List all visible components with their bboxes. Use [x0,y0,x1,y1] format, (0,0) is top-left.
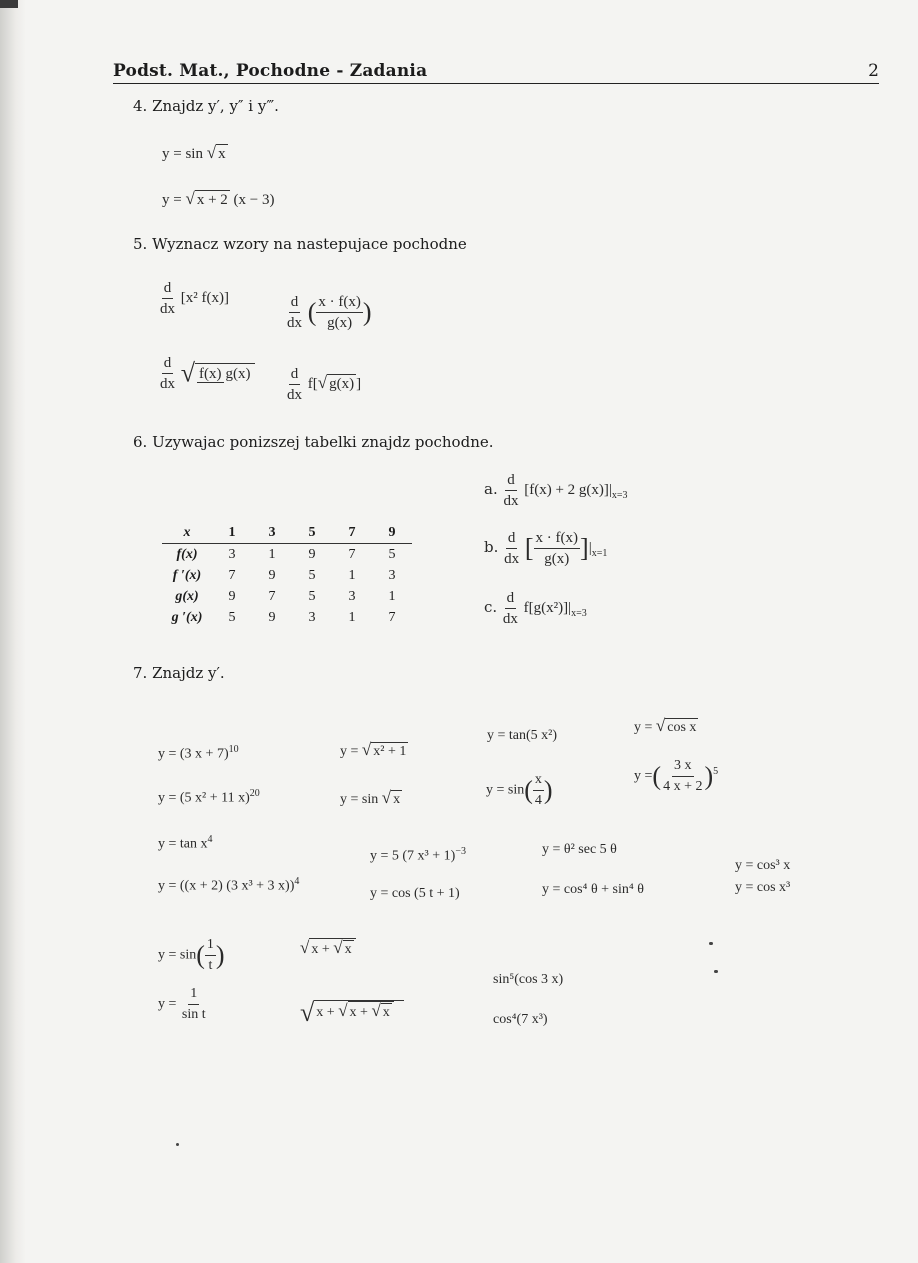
table-header-cell: 7 [332,522,372,544]
derivative-operator [158,278,177,319]
task-7-eq-08 [634,756,718,797]
paren: ( [196,940,205,970]
expr-body: f[g(x²)] [523,599,569,616]
radicand: g(x) [329,375,355,392]
frac-num: x [533,770,544,791]
table-cell: 7 [348,546,356,562]
frac-num: d [162,353,174,374]
paren: ) [543,775,553,805]
eq-text: x + [311,942,330,957]
exponent: 10 [228,744,239,755]
derivative-operator [158,353,177,394]
frac-den: g(x) [327,315,353,331]
frac-num: 3 x [672,756,694,777]
task-7-eq-22: cos⁴(7 x³) [493,1012,548,1027]
task-6-part-b [484,528,607,569]
radicand [314,1000,404,1022]
eval-bar: | [608,481,612,498]
expr-body: [f(x) + 2 g(x)] [524,481,609,498]
task-7-eq-06 [634,716,698,737]
fraction [180,984,208,1025]
expr-body: [x² f(x)] [180,289,229,306]
table-cell: 3 [388,567,396,583]
task-7-eq-15: y = cos³ x [735,858,791,873]
task-5-expr-2 [285,292,372,333]
table-cell: 9 [308,546,316,562]
paren: ( [524,775,533,805]
exponent: 20 [249,788,260,799]
table-cell: 7 [268,588,276,604]
table-cell: g(x) [175,588,199,604]
table-cell: 7 [228,567,236,583]
sqrt-sign: √ [300,938,310,957]
frac-den: 4 [534,793,542,808]
table-cell: 3 [348,588,356,604]
expr-body: f[ [307,375,318,392]
task-4-equation-1 [162,143,228,163]
task-6-title: 6. Uzywajac ponizszej tabelki znajdz pochodne. [133,433,494,451]
fraction [205,935,216,976]
frac-den: dx [160,301,175,317]
table-cell: 9 [268,567,276,583]
table-row [162,586,412,607]
task-7-eq-09 [158,834,213,853]
eq-text: y = [634,768,653,784]
table-cell: 7 [388,609,396,625]
fraction [316,292,362,333]
frac-num: f(x) [199,366,222,382]
task-7-eq-14: y = cos⁴ θ + sin⁴ θ [542,882,644,897]
task-7-eq-17 [158,935,225,976]
scan-speck [709,942,713,945]
frac-den: dx [160,376,175,392]
task-7-eq-03 [340,740,408,761]
frac-num: x · f(x) [316,292,362,313]
table-cell: 9 [268,609,276,625]
eq-text: y = ((x + 2) (3 x³ + 3 x)) [158,878,295,894]
exponent: −3 [455,846,466,857]
exponent: 4 [294,876,300,887]
frac-num: d [506,528,518,549]
task-6-part-c [484,588,587,629]
frac-num: d [505,588,517,609]
fraction [534,528,580,569]
table-header-row [162,522,412,544]
paren: ) [362,297,372,327]
radicand: cos x [667,720,697,735]
task-5-title: 5. Wyznacz wzory na nastepujace pochodne [133,235,467,253]
task-7-title: 7. Znajdz y′. [133,664,225,682]
frac-den: dx [287,315,302,331]
bracket: [ [524,533,534,563]
sqrt-sign: √ [655,716,666,735]
eval-point: x=3 [571,607,587,619]
table-cell: 1 [348,609,356,625]
task-7-eq-04 [340,788,402,809]
radicand: x² + 1 [373,744,407,759]
table-cell: f(x) [176,546,198,562]
expr-body: ] [356,375,362,392]
sqrt-sign: √ [180,358,196,388]
table-cell: 5 [308,588,316,604]
frac-den: sin t [181,1007,206,1022]
paren: ) [215,940,225,970]
radicand: x [382,1005,390,1020]
sqrt-sign: √ [333,938,343,957]
eq-text: y = [162,192,182,208]
task-7-eq-16: y = cos x³ [735,880,791,895]
derivative-operator [285,364,304,405]
frac-num: 1 [188,984,199,1005]
eval-point: x=1 [591,547,608,559]
task-7-eq-12: y = cos (5 t + 1) [370,886,460,901]
eval-bar: | [588,539,592,556]
task-4-equation-2 [162,189,274,209]
page-number: 2 [868,61,879,81]
frac-den: 4 x + 2 [663,779,703,794]
sqrt-sign: √ [206,143,217,162]
task-7-eq-02 [158,788,260,807]
table-header-cell: 1 [212,522,252,544]
task-7-eq-10 [158,876,299,895]
task-7-eq-20 [300,997,404,1027]
paren: ) [704,761,714,791]
frac-num: d [289,364,301,385]
derivative-operator [501,470,520,511]
fraction [533,770,544,811]
frac-num: x · f(x) [534,528,580,549]
eq-text: y = sin [158,947,197,963]
page-header [113,61,879,84]
frac-den: dx [504,551,520,567]
eq-text: y = 5 (7 x³ + 1) [370,848,456,864]
table-header-cell: 9 [372,522,412,544]
values-table [162,522,412,628]
task-7-eq-13: y = θ² sec 5 θ [542,842,617,857]
derivative-operator [502,528,521,569]
sqrt-sign: √ [185,189,195,208]
eq-text: y = [634,720,653,735]
sqrt-sign: √ [381,788,392,807]
table-cell: 5 [228,609,236,625]
table-row [162,565,412,586]
eq-text: y = sin [486,782,525,798]
frac-den: g(x) [225,366,251,382]
task-7-eq-05: y = tan(5 x²) [487,728,558,743]
radicand [348,1001,394,1022]
task-7-eq-07 [486,770,553,811]
frac-num: 1 [205,935,216,956]
derivative-operator [501,588,520,629]
task-7-eq-19 [300,938,356,959]
table-header-cell: 5 [292,522,332,544]
eval-point: x=3 [611,489,628,501]
table-row [162,544,412,566]
radicand: x [344,942,352,957]
scan-edge-mark [0,0,18,8]
part-label: c. [484,597,498,616]
radicand: x [393,792,401,807]
table-cell: 3 [308,609,316,625]
task-4-title: 4. Znajdz y′, y″ i y‴. [133,97,279,115]
task-7-eq-01 [158,744,239,763]
scan-speck [714,970,718,973]
scan-speck [176,1143,179,1146]
derivative-operator [285,292,304,333]
scan-edge [0,0,26,1263]
table-cell: 5 [388,546,396,562]
task-7-eq-18 [158,984,208,1025]
frac-den: g(x) [544,551,570,567]
sqrt-sign: √ [361,740,372,759]
task-7-eq-11 [370,846,466,865]
table-cell: f ′(x) [172,567,202,583]
eq-text: y = (5 x² + 11 x) [158,790,250,806]
table-cell: 3 [228,546,236,562]
exponent: 5 [713,766,719,778]
table-cell: g ′(x) [171,609,203,625]
eq-text: (x − 3) [233,192,275,208]
sqrt-sign: √ [317,372,328,392]
task-7-eq-21: sin⁵(cos 3 x) [493,972,564,987]
eq-text: y = (3 x + 7) [158,746,229,762]
table-header-cell: x [162,522,212,544]
eq-text: y = sin [162,146,203,162]
part-label: b. [484,537,499,556]
eq-text: y = [340,744,359,759]
eq-text: y = [158,996,177,1012]
bracket: ] [580,533,589,563]
frac-den: dx [502,611,518,627]
radicand: x + 2 [196,192,228,208]
table-header-cell: 3 [252,522,292,544]
part-label: a. [484,479,498,498]
eq-text: x + [316,1005,335,1020]
paren: ( [652,761,662,791]
radicand: x [218,146,226,162]
frac-num: d [289,292,301,313]
sqrt-sign: √ [338,1001,348,1020]
task-5-expr-1 [158,278,229,319]
frac-num: d [505,470,517,491]
eq-text: y = tan x [158,836,208,852]
sqrt-sign: √ [371,1001,381,1020]
eq-text: x + [349,1005,368,1020]
fraction [661,756,704,797]
frac-den: t [208,958,213,973]
task-6-part-a [484,470,628,511]
table-cell: 1 [268,546,276,562]
table-cell: 5 [308,567,316,583]
table-cell: 1 [348,567,356,583]
task-5-expr-4 [285,364,361,405]
page-title: Podst. Mat., Pochodne - Zadania [113,61,428,81]
table-cell: 1 [388,588,396,604]
frac-den: dx [287,387,302,403]
sqrt-sign: √ [300,997,315,1027]
paren: ( [307,297,317,327]
frac-den: dx [503,493,519,509]
exponent: 4 [207,834,213,845]
radicand [309,938,355,959]
eval-bar: | [568,599,572,616]
table-cell: 9 [228,588,236,604]
table-row [162,607,412,628]
task-5-expr-3 [158,353,255,394]
fraction [195,363,255,384]
eq-text: y = sin [340,792,379,807]
frac-num: d [162,278,174,299]
